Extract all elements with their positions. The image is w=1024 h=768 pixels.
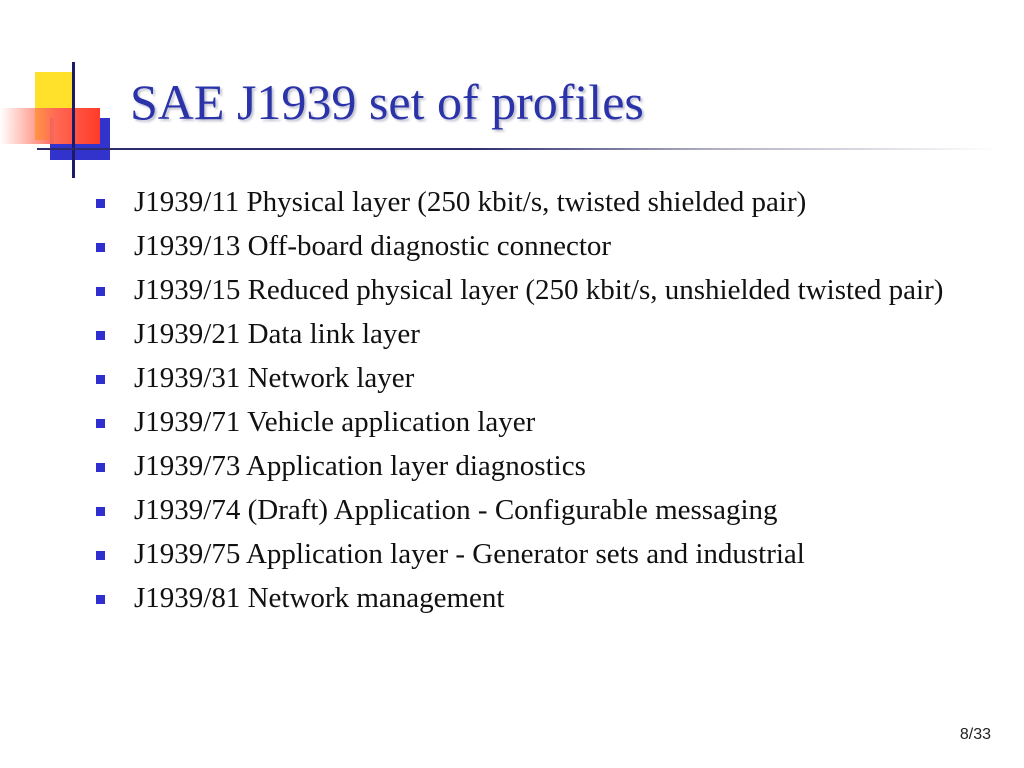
bullet-item	[96, 318, 996, 351]
square-bullet-icon	[96, 199, 105, 208]
bullet-item	[96, 450, 996, 483]
bullet-item	[96, 494, 996, 527]
square-bullet-icon	[96, 463, 105, 472]
square-bullet-icon	[96, 551, 105, 560]
bullet-text: J1939/74 (Draft) Application - Configurable messaging	[134, 494, 778, 526]
bullet-text: J1939/13 Off-board diagnostic connector	[134, 230, 612, 262]
bullet-text: J1939/15 Reduced physical layer (250 kbit/s, unshielded twisted pair)	[134, 274, 944, 306]
bullet-text: J1939/71 Vehicle application layer	[134, 406, 536, 438]
bullet-text: J1939/31 Network layer	[134, 362, 415, 394]
bullet-item	[96, 406, 996, 439]
bullet-text: J1939/75 Application layer - Generator sets and industrial	[134, 538, 805, 570]
bullet-item	[96, 274, 996, 307]
square-bullet-icon	[96, 419, 105, 428]
bullet-text: J1939/21 Data link layer	[134, 318, 420, 350]
decoration-red-bar	[0, 108, 100, 144]
page-number: 8/33	[959, 726, 991, 743]
bullet-list	[96, 186, 996, 626]
bullet-item	[96, 582, 996, 615]
square-bullet-icon	[96, 375, 105, 384]
bullet-item	[96, 538, 996, 571]
bullet-item	[96, 362, 996, 395]
bullet-text: J1939/81 Network management	[134, 582, 505, 614]
square-bullet-icon	[96, 595, 105, 604]
decoration-vertical-line	[72, 62, 75, 178]
square-bullet-icon	[96, 507, 105, 516]
bullet-text: J1939/11 Physical layer (250 kbit/s, twisted shielded pair)	[134, 186, 807, 218]
bullet-text: J1939/73 Application layer diagnostics	[134, 450, 586, 482]
slide-title: SAE J1939 set of profiles	[130, 74, 644, 130]
square-bullet-icon	[96, 331, 105, 340]
square-bullet-icon	[96, 243, 105, 252]
title-underline-rule	[37, 148, 997, 150]
square-bullet-icon	[96, 287, 105, 296]
bullet-item	[96, 230, 996, 263]
bullet-item	[96, 186, 996, 219]
